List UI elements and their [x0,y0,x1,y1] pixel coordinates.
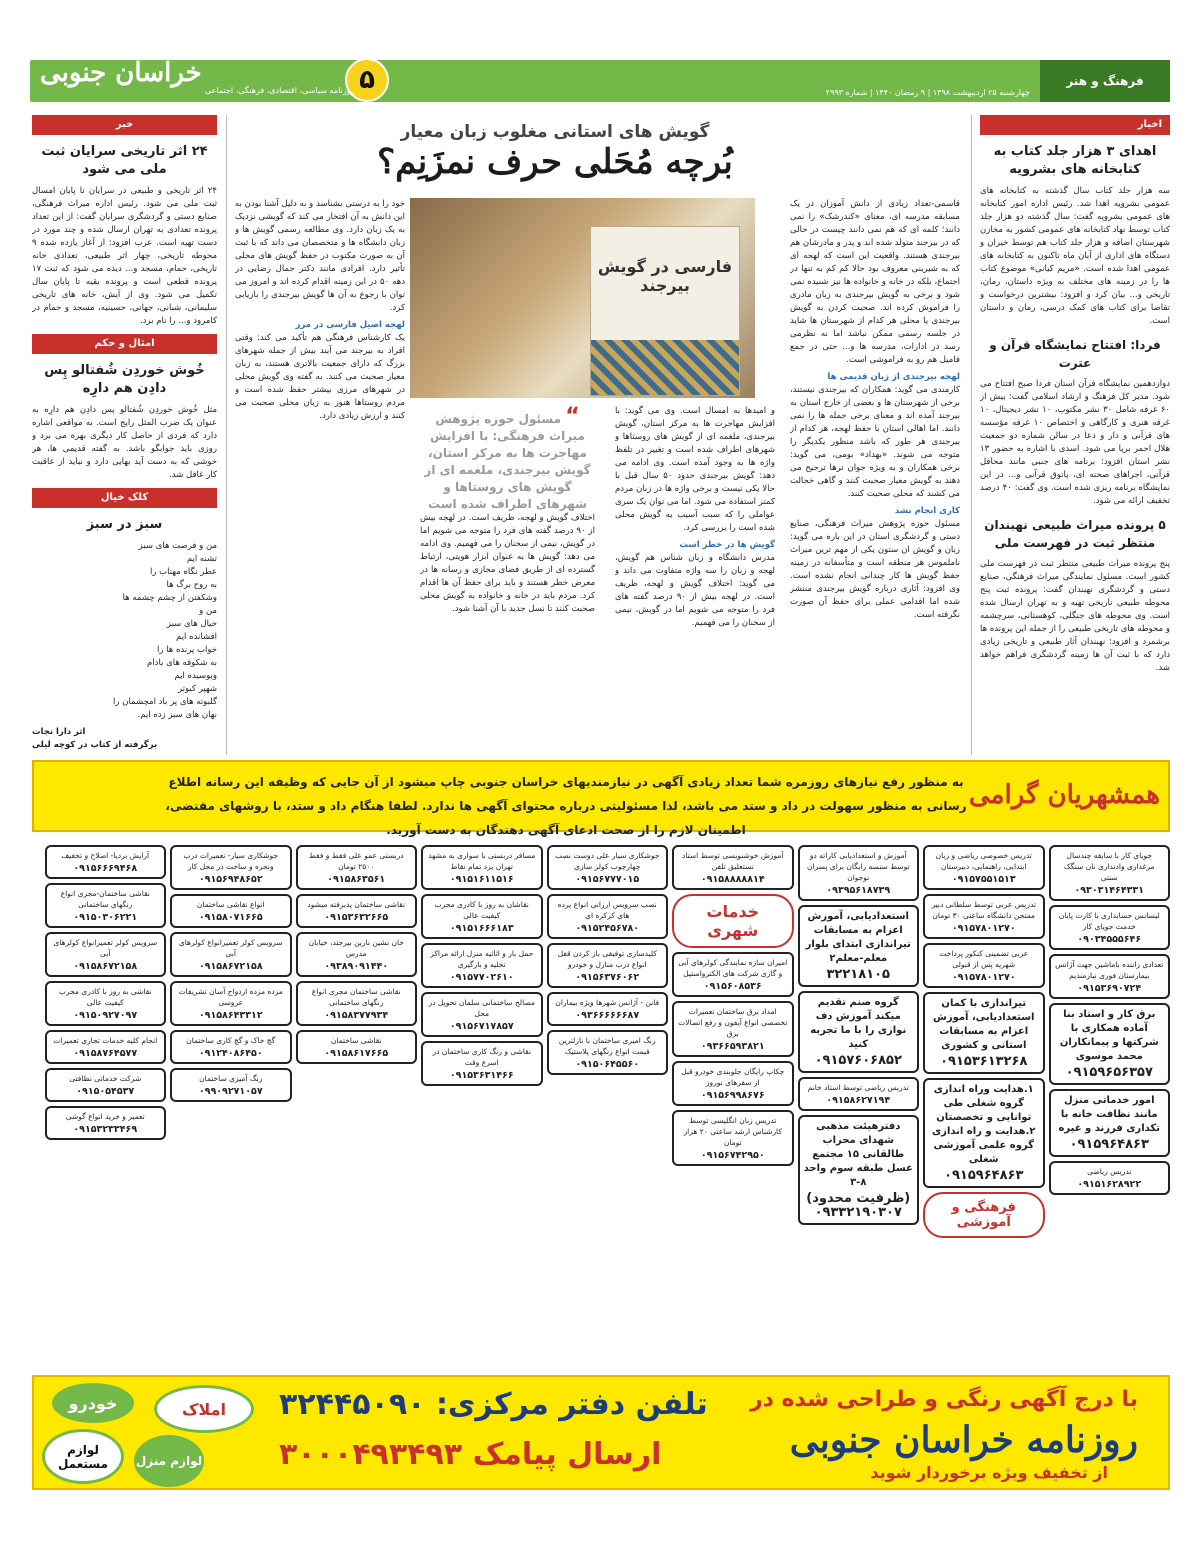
ad-text: مسافر دربستی با سواری به مشهد تهران یزد تمام نقاط [428,851,536,871]
classified-ad [547,943,669,988]
ads-column [170,845,292,1370]
phone-label: تلفن دفتر مرکزی: [435,1387,708,1422]
ad-phone[interactable]: ۰۹۱۵۰۳۰۶۲۲۱ [73,912,138,923]
classified-ad [547,845,669,890]
poem-line: خیال های سبز [166,619,217,629]
classified-ad [170,981,292,1026]
ad-text: دربستی عمو علی فقط و فقط ۲۵۰۰ تومان [308,851,404,871]
article-paragraph: یک کارشناس فرهنگی هم تأکید می کند: وقتی افراد به بیرجند می آیند بیش از جمله شهرهای بزرگ که دارای جمعیت بالاتری هستند، به زبان معیار صحبت می کنند. به گفته وی گویش محلی در شهرهای مرزی بیشتر حفظ شده است و مردم روستاها هنوز به زبان محلی صحبت می کنند و ارزش زیادی دارد. [235,333,405,421]
ad-text: آرایش بردیا- اصلاح و تخفیف [61,851,150,860]
ad-text: تدریس خصوصی ریاضی و زبان ابتدایی، راهنمایی، دبیرستان [935,851,1032,871]
ad-text: تعمیر و خرید انواع گوشی [65,1112,145,1121]
classified-ad [296,981,418,1026]
classified-ad [45,1106,167,1140]
poem-line: وبوسیده ایم [174,671,217,681]
ad-phone[interactable]: ۰۹۱۵۸۳۷۷۹۳۴ [324,1010,389,1021]
article-paragraph: قاسمی-تعداد زیادی از دانش آموزان در یک مسابقه مدرسه ای، معنای «کندرشک» را نمی دانند؛ کلمه ای که هم نمی دانند چیست در حالی که در بیرجند متولد شده اند و پدر و مادرشان هم بیرجندی هستند. واقعیت این است که لهجه ای که به شیرینی معروف بود حالا کم کم به تنها در اجتماع، بلکه در خانه و خانواده ها نیز شنیده نمی شود و برخی به گویش بیرجندی به زبان مادری را فراموش کرده اند. صحبت کردن به گویش بیرجندی یا محلی هر کدام از شهرستان ها شاید در جلسه رسمی ممکن نباشد اما نه نظرمی رسد در ادارات، مدرسه ها و... حتی در جمع فامیل هم رو به فراموشی است. [790,199,960,365]
ad-phone[interactable]: ۰۹۳۶۶۵۹۳۸۲۱ [700,1041,765,1052]
article-column-4 [235,198,405,758]
poem-line: من و فرصت های سبز [138,541,217,551]
classified-ad [170,1030,292,1064]
banner-line-3: از تخفیف ویژه برخوردار شوید [870,1463,1108,1482]
ad-phone[interactable]: ۰۹۱۵۷۸۰۱۲۷۰ [951,923,1016,934]
ad-phone[interactable]: ۰۹۳۰۳۱۴۶۴۳۳۱ [1074,885,1145,896]
notice-box [32,760,1170,837]
classified-ad [923,943,1045,988]
ad-text: استعدادیابی، آموزش اعزام به مسابقات تیراندازی ابتدای بلوار معلم-معلم۲ [805,911,911,964]
news-category: اخبار [980,115,1170,135]
ad-text: جوشکاری سیار علی دوست نصب چهارچوب کولر سازی [555,851,660,871]
ad-phone[interactable]: ۰۹۳۸۹۰۹۱۴۴۰ [324,961,389,972]
poem-lines [32,540,217,722]
ad-text: تدریس عربی توسط سلطانی دبیر ممتحن دانشگاه ساعتی ۳۰ تومان [931,900,1037,920]
ads-column [45,845,167,1370]
classified-ad [672,952,794,997]
sms-value[interactable]: ۳۰۰۰۴۹۳۴۹۳ [279,1437,463,1472]
ad-phone[interactable]: ۰۹۱۵۹۶۵۶۳۵۷ [1065,1065,1153,1080]
office-phone [279,1387,708,1422]
article-subheading: لهجه بیرجندی از زبان قدیمی ها [827,372,960,382]
ad-phone[interactable]: ۰۹۱۵۸۶۷۲۱۵۸ [198,961,263,972]
ad-phone[interactable]: ۰۹۱۵۸۶۷۲۱۵۸ [73,961,138,972]
news-body-left-1: ۲۴ اثر تاریخی و طبیعی در سرایان تا پایان امسال ثبت ملی می شود. رئیس اداره میراث فرهنگی، صنایع دستی و گردشگری سرایان گفت: از این تعداد پرونده تعدادی به تهران ارسال شده و چند مورد در دست تهیه است. عرب افزود: از آغاز یازده شده ۹ محوطه تاریخی، چهار اثر طبیعی، تعدادی خانه تاریخی، حمام، مسجد و... دیده می شود که ثبت ۱۷ پرونده قطعی است و پرونده بقیه تا پایان سال تکمیل می شود. وی از آیش، خانه های تاریخی سلیمانی، شبانی، جهانی، حسینیه، مسجد و حمام در کامرود و... را نام برد. [32,186,217,326]
city-services-label: خدمات شهری [672,894,794,948]
ad-phone[interactable]: ۰۹۳۶۶۶۶۶۶۸۷ [575,1010,640,1021]
classified-ad [45,1030,167,1064]
classified-ad [421,894,543,939]
ad-phone[interactable]: ۰۹۱۵۰۶۴۵۵۶۰ [575,1059,640,1070]
ad-text: رنگ آمیزی ساختمان [199,1074,263,1083]
ad-phone[interactable]: ۰۹۱۵۰۹۲۷۰۹۷ [73,1010,138,1021]
ad-phone[interactable]: ۰۹۱۵۶۷۴۲۹۵۰ [700,1150,765,1161]
ad-phone[interactable]: ۰۹۱۵۳۶۱۳۲۶۸ [940,1054,1028,1069]
ad-text: امور خدماتی منزل مانند نظافت خانه با تکداری فرزند و غیره [1058,1095,1160,1134]
ad-text: نقاشی ساختمان-مجری انواع رنگهای ساختمانی [60,889,150,909]
classified-ad [421,992,543,1037]
article-subheading: کاری انجام نشد [894,506,960,516]
poem-line: تشنه ایم [186,554,217,564]
ad-text: لیسانس حسابداری با کارت پایان خدمت جویای کار [1058,911,1160,931]
news-category: خبر [32,115,217,135]
tagline: روزنامه سیاسی، اقتصادی، فرهنگی، اجتماعی [205,86,355,95]
ad-phone[interactable]: ۰۹۱۵۶۹۹۸۶۷۶ [700,1090,765,1101]
ad-phone[interactable]: ۰۹۱۵۸۷۶۴۵۷۷ [73,1048,138,1059]
ad-phone[interactable]: ۰۹۱۵۱۶۱۱۵۱۶ [449,874,514,885]
ad-text: سرویس کولر تعمیرانواع کولرهای آبی [178,938,283,958]
ad-text: چکاپ رایگان جلوبندی خودرو قبل از سفرهای نوروز [681,1067,785,1087]
ad-phone[interactable]: ۰۹۱۵۸۸۸۸۸۱۴ [700,874,765,885]
dateline: چهارشنبه ۲۵ اردیبهشت ۱۳۹۸ | ۹ رمضان ۱۴۴۰ | شماره ۲۹۹۳ [825,88,1030,97]
article-column-1 [790,198,960,758]
ad-phone[interactable]: ۰۹۱۵۷۵۵۱۵۱۳ [951,874,1016,885]
banner-line-1: با درج آگهی رنگی و طراحی شده در [749,1387,1138,1412]
poem-line: وشکفتن از چشم چشمه ها [122,593,217,603]
poem-title: سبز در سبز [86,517,163,532]
ad-phone[interactable]: ۰۹۱۵۱۶۲۸۹۲۲ [1077,1179,1142,1190]
news-title-left-1: ۲۴ اثر تاریخی سرایان ثبت ملی می شود [41,144,208,177]
classified-ad [296,894,418,928]
ad-text: رنگ امیری ساختمان با نازلترین قیمت انواع رنگهای پلاستیک [558,1036,656,1056]
ad-text: نقاشی به روز با کادری مجرب کیفیت عالی [58,987,152,1007]
ad-text: گروه صنم تقدیم میکند آموزش دف نوازی را با ما تجربه کنید [810,997,907,1050]
phone-number[interactable]: ۳۲۴۴۵۰۹۰ [279,1387,426,1422]
proverb-title: خُوش خوردِن شُفتالو پِس دادِن هم دارِه [44,363,205,396]
proverb-body: مثل خُوش خوردِن شُفتالو پس دادِن هم دارِه به عنوان یک ضرب المثل رایج است. به مواقعی اشاره دارد که فردی از حاصل کار دیگری بهره می برد و روزی باید جوابگو باشد. به گفته قدیمی ها، هر خوشی که به دست آید بهایی دارد و نباید از عاقبت کار غافل شد. [32,405,217,480]
ad-phone[interactable]: ۰۹۱۵۳۶۳۲۶۶۵ [324,912,389,923]
classified-ad [798,845,920,901]
classified-ad [421,845,543,890]
ad-text: تدریس ریاضی توسط استاد خانم [807,1083,909,1092]
page-header [30,60,1170,102]
ad-phone[interactable]: (ظرفیت محدود) ۰۹۳۳۲۱۹۰۳۰۷ [806,1191,911,1220]
news-body-3: پنج پرونده میراث طبیعی منتظر ثبت در فهرست ملی کشور است. مسئول نمایندگی میراث فرهنگی، صنایع دستی و گردشگری نهبندان گفت: پرونده ثبت پنج محوطه طبیعی تاریخی تهیه و به تهران ارسال شده است. وی محوطه های جنگلی، کوهستانی، سرچشمه و محوطه های تاریخی طبیعی را از جمله این پرونده ها برشمرد و افزود: نهبندان آثار طبیعی و تاریخی زیادی دارد که با ثبت آن ها زمینه گردشگری فراهم خواهد شد. [980,559,1170,673]
ad-text: برق کار و استاد بنا آماده همکاری با شرکتها و پیمانکاران محمد موسوی [1059,1009,1159,1062]
ad-text: نقاشی ساختمان [330,1036,382,1045]
news-body-2: دوازدهمین نمایشگاه قرآن استان فردا صبح افتتاح می شود. مدیر کل فرهنگ و ارشاد اسلامی گفت: بیش از ۶۰ غرفه شامل ۳۰ نشر مکتوب، ۱۰ نشر دیجیتال، ۱۰ غرفه هنری و کارگاهی و اختصاص ۱۰ غرفه مؤسسه های قرآنی و دار و دعا در سالن شماره دو جمعیت هلال احمر برپا می شود. اسدی با اشاره به حضور ۱۳ نشر استان افزود: برنامه های جنبی مانند محافل قرآنی، اجراهای صحنه ای، پاتوق قرآنی و... در این نمایشگاه برنامه ریزی شده است. وی گفت: ۴۰ درصد تخفیف ارائه می شود. [980,379,1170,506]
ad-text: گچ خاک و گچ کاری ساختمان [186,1036,276,1045]
news-title-3: ۵ پرونده میراث طبیعی نهبندان منتظر ثبت در فهرست ملی [984,518,1166,550]
ad-text: انواع نقاشی ساختمان [196,900,265,909]
ad-text: جوشکاری سیار- تعمیرات درب ونجره و ساخت در محل کار [183,851,279,871]
quote-mark-icon: “ [565,404,580,429]
ad-phone[interactable]: ۰۹۱۵۹۶۴۸۶۳ [1069,1137,1149,1152]
article-kicker: گویش های استانی مغلوب زبان معیار [400,122,710,142]
classified-ad [1049,1089,1171,1157]
ad-phone[interactable]: ۰۹۱۲۴۰۸۶۴۵۰ [198,1048,263,1059]
poem-line: به شکوفه های بادام [147,658,217,668]
ads-column [798,845,920,1370]
article-paragraph: مدرس دانشگاه و زبان شناس هم گویش، لهجه و زبان را سه واژه متفاوت می داند و می گوید: اختلاف گویش و لهجه، ظریف است. در لهجه بیش از ۹۰ درصد گفته های فرد را متوجه می شویم اما در گویش، نیمی از سخنان را می فهمیم. [615,553,775,628]
classified-ad [170,894,292,928]
bubble-used-goods: لوازم مستعمل [42,1429,124,1484]
classified-ad [798,905,920,987]
ads-column [923,845,1045,1370]
ad-text: تدریس ریاضی [1087,1167,1132,1176]
article-subheading: گویش ها در خطر است [679,540,775,550]
ad-phone[interactable]: ۰۹۱۵۸۶۴۳۳۱۲ [198,1010,263,1021]
news-body-1: سه هزار جلد کتاب سال گذشته به کتابخانه های عمومی بشرویه اهدا شد. رئیس اداره امور کتابخانه های عمومی بشرویه گفت: سال گذشته دو هزار جلد کتاب توسط نهاد کتابخانه های عمومی کشور به مخازن شهرستان اضافه و هزار جلد کتاب هم توسط خیران و دستگاه های اداری از آبان ماه تاکنون به کتابخانه های عمومی اهدا شده است. «مریم کیانی» موضوع کتاب ها را در زمینه های مختلف به ویژه داستان، رمان، تاریخی و... بیان کرد و افزود: بیشترین درخواست و تقاضا برای کتاب های کمک درسی، رمان و داستان است. [980,186,1170,326]
classified-ad [170,1068,292,1102]
ad-phone[interactable]: ۰۹۱۵۹۶۴۸۶۳ [944,1168,1024,1183]
newspaper-logo: خراسان جنوبی [40,58,202,88]
poem-line: شهپر کبوتر [177,684,217,694]
ad-text: نقاشی ساختمان پذیرفته میشود [307,900,406,909]
classified-ad [45,883,167,928]
ad-phone[interactable]: ۰۹۰۳۴۵۵۵۶۴۶ [1077,934,1142,945]
article-paragraph: مسئول حوزه پژوهش میراث فرهنگی، صنایع دستی و گردشگری استان در این باره می گوید: زبان و گویش ان ستون یکی از مهم ترین میراث ناملموس هر منطقه است و متأسفانه در زمینه حفظ گویش ها کار چندانی انجام نشده است. وی افزود: آثاری درباره گویش بیرجندی منتشر شده اما اقدامی عملی برای حفظ آن صورت نگرفته است. [790,519,960,620]
pull-quote-text: مسئول حوزه پژوهش میراث فرهنگی: با افزایش مهاجرت ها به مرکز استان، گویش بیرجندی، ملغمه ای از گویش های روستاها و شهرهای اطراف شده است [424,412,591,511]
poem-line: گلبوته های پر باد امچشمان را [113,697,217,707]
classified-ad [45,845,167,879]
ad-phone[interactable]: ۰۹۱۵۸۶۳۵۶۱ [327,874,386,885]
poem-line: خواب پرنده ها را [157,645,217,655]
ad-text: مزده مزده ازدواج آسان تشریفات عروسی [178,987,283,1007]
ad-phone[interactable]: ۰۹۹۰۹۲۷۱۰۵۷ [198,1086,263,1097]
ad-text: ۱.هدایت وراه اندازی گروه شغلی طی توانایی و تخصصتان ۲.هدایت و راه اندازی گروه علمی آموزشی شغلی [932,1084,1036,1165]
ad-text: شرکت خدماتی نظافتی [69,1074,142,1083]
classified-ad [547,992,669,1026]
classified-ad [923,894,1045,939]
section-label: فرهنگ و هنر [1040,60,1170,102]
ad-phone[interactable]: ۰۹۳۹۵۶۱۸۷۳۹ [826,885,891,896]
classified-ad [1049,905,1171,950]
article-paragraph: کارمندی می گوید: همکاران که بیرجندی نیستند، برخی از شهرستان ها و بعضی از خارج استان به بیرجند آمده اند و معنای برخی جمله ها را نمی دانند. اما اهالی استان با حفظ لهجه، هر کدام از بیرجندی هر طور که باشد منظور یکدیگر را متوجه می شوند. «بهداد» بومی، می گوید: برخی همکاران و به ویژه جوان ترها ترجیح می دهند به گویش معیار صحبت کنند و گاهی خجالت می کشند که محلی صحبت کنند. [790,385,960,499]
article-paragraph: خود را به درستی بشناسد و به دلیل آشنا بودن به این دانش به آن افتخار می کند که گویشی نزدیک به یک زبان دارد. وی مطالعه رسمی گویش ها و زبان دانشگاه ها و متخصصان می داند که با ثبت آن به صورت مکتوب در حفظ گویش های محلی تأثیر دارد. افرادی مانند دکتر جمال رضایی در دهه ۵۰ در این زمینه اقدام کرده اند و امروز می توان با رجوع به آن ها گویش بیرجندی را بازیابی کرد. [235,199,405,313]
classified-ad [296,932,418,977]
sms-label: ارسال پیامک [472,1437,662,1472]
ads-column [672,845,794,1370]
ad-phone[interactable]: ۰۹۱۵۷۷۰۲۶۱۰ [449,972,514,983]
ad-phone[interactable]: ۰۹۱۵۱۶۶۶۱۸۳ [449,923,514,934]
ad-text: امیران سازه نمایندگی کولرهای آبی و گازی شرکت های الکترواستیل [678,958,788,978]
classified-ad [923,845,1045,890]
ad-phone[interactable]: ۰۹۱۵۶۰۸۵۳۶ [703,981,762,992]
ad-text: کلیدسازی توفیقی باز کردن قفل انواع درب منازل و خودرو [557,949,657,969]
ad-text: تعدادی راننده باماشین جهت آژانس بیمارستان فوری نیازمندیم [1055,960,1164,980]
article-column-2 [615,405,775,755]
classified-ad [547,894,669,939]
ad-text: تدریس زبان انگلیسی توسط کارشناس ارشد ساعتی ۲۰ هزار تومان [683,1116,782,1147]
ad-text: انجام کلیه خدمات تجاری تعمیرات [53,1036,158,1045]
notice-text: به منظور رفع نیازهای روزمره شما تعداد زیادی آگهی در نیازمندیهای خراسان جنوبی چاپ میشود از آن جایی که وظیفه این رسانه اطلاع رسانی به منظور سهولت در داد و ستد می باشد، لذا مسئولیتی درباره محتوای آگهی ها ندارد. لطفا هنگام داد و ستد، با روشهای مقتضی، اطمینان لازم را از صحت ادعای آگهی دهندگان به دست آورید. [165,775,967,837]
classified-ad [547,1030,669,1075]
classified-ad [672,1001,794,1057]
ad-text: مصالح ساختمانی سلمان تحویل در محل [428,998,535,1018]
article-paragraph: و امیدها به امسال است. وی می گوید: با افزایش مهاجرت ها به مرکز استان، گویش بیرجندی، ملغمه ای از گویش های روستاها و شهرهای اطراف شده است و تغییر در تلفظ واژه ها به وجود آمده است. وی ادامه می دهد: گویش بیرجندی حدود ۵۰ سال قبل با حالا یکی نیست و برخی واژه ها در زبان مردم کمتر استفاده می شود. اما می توان یک سری عواملی را که سبب آسیب به گویش محلی شده است را بررسی کرد. [615,406,775,533]
classified-ad [296,845,418,890]
poem-author: اثر دارا نجات [32,727,86,737]
poem-source: برگرفته از کتاب در کوچه لیلی [32,740,158,750]
ad-text: آموزش خوشنویسی توسط استاد نستعلیق تلفن [682,851,784,871]
classified-ad [923,992,1045,1074]
proverbs-category: امثال و حکم [32,334,217,354]
classified-ad [923,1078,1045,1188]
classified-ads [32,845,1170,1370]
article-photo [410,198,755,398]
ad-text: نصب سرویس ارزانی انواع پرده های کرکره ای [557,900,657,920]
culture-education-label: فرهنگی و آموزشی [923,1192,1045,1238]
ad-phone[interactable]: ۰۹۱۵۶۶۶۹۴۶۸ [73,863,138,874]
ad-text: امداد برق ساختمان تعمیرات تخصصی انواع آیفون و رفع اتصالات برق [678,1007,788,1038]
ad-phone[interactable]: ۰۹۱۵۸۶۱۷۶۶۵ [324,1048,389,1059]
sms-number [279,1437,661,1472]
ad-text: نقاشی و رنگ کاری ساختمان در اسرع وقت [432,1047,532,1067]
ad-text: عربی تضمینی کنکور پرداخت شهریه پس از قبولی [939,949,1029,969]
ad-text: نقاشی ساختمان مجری انواع رنگهای ساختمانی [311,987,401,1007]
classified-ad [296,1030,418,1064]
classified-ad [45,932,167,977]
poem-line: عطر نگاه مهتاب را [149,567,217,577]
ads-column [547,845,669,1370]
left-column [32,115,217,755]
ads-column [421,845,543,1370]
classified-ad [1049,845,1171,901]
ad-text: تیراندازی با کمان استعدادیابی، آموزش اعزام به مسابقات استانی و کشوری [933,998,1035,1051]
ad-text: خان نشین نارین بیرجند، خیابان مدرس [308,938,404,958]
notice-title: همشهریان گرامی [968,780,1160,810]
classified-ad [672,1061,794,1106]
classified-ad [45,981,167,1026]
ad-text: آموزش و استعدادیابی کاراته دو توسط سنسه رایگان برای پسران نوجوان [806,851,910,882]
classified-ad [798,1115,920,1225]
pull-quote [420,404,595,513]
bubble-realestate: املاک [154,1385,254,1433]
ad-phone[interactable]: ۳۲۲۱۸۱۰۵ [826,967,890,982]
poem-line: به روح برگ ها [166,580,217,590]
classified-ad [798,1077,920,1111]
bubble-car: خودرو [52,1383,134,1423]
classified-ad [1049,954,1171,999]
book-title: فارسی در گویش بیرجند [597,257,733,295]
ad-phone[interactable]: ۰۹۱۵۷۶۰۶۸۵۲ [814,1053,902,1068]
ad-phone[interactable]: ۰۹۱۵۰۵۴۵۳۷ [76,1086,135,1097]
ad-phone[interactable]: ۰۹۱۵۷۸۰۱۲۷۰ [951,972,1016,983]
poem-category: کلک خیال [32,488,217,508]
ad-phone[interactable]: ۰۹۱۵۳۲۳۳۴۶۹ [73,1124,138,1135]
article-title: بُرچه مُحَلی حرف نمزَنِم؟ [377,142,733,182]
book-pattern [591,340,739,395]
ad-phone[interactable]: ۰۹۱۵۳۶۹۰۷۲۴ [1077,983,1142,994]
article-subheading: لهجه اصیل فارسی در مرز [295,320,405,330]
ad-text: نقاشان به روز با کادری مجرب کیفیت عالی [434,900,529,920]
ad-phone[interactable]: ۰۹۱۵۶۹۴۸۶۵۲ [198,874,263,885]
ads-column [1049,845,1171,1370]
ad-phone[interactable]: ۰۹۱۵۸۶۲۷۱۹۴ [826,1095,891,1106]
article-paragraph: اختلاف گویش و لهجه، ظریف است. در لهجه بیش از ۹۰ درصد گفته های فرد را متوجه می شویم اما در گویش، نیمی از سخنان را می فهمیم. وی ادامه می دهد: گویش ها به عنوان ابزار هویتی، ارتباط گسترده ای از طریق فضای مجازی و رسانه ها در معرض خطر هستند و باید برای حفظ آن ها اقدام کرد. مردم باید در خانه و خانواده به گویش محلی صحبت کنند تا نسل جدید با آن آشنا شود. [420,513,595,614]
poem-line: من و [199,606,217,616]
news-title-1: اهدای ۳ هزار جلد کتاب به کتابخانه های بشرویه [993,144,1157,177]
classified-ad [672,845,794,890]
classified-ad [1049,1003,1171,1085]
ad-text: فانن - آژانس شهرها ویژه بیماران [555,998,660,1007]
column-divider [226,115,227,755]
ad-phone[interactable]: ۰۹۱۵۲۴۵۶۷۸۰ [575,923,640,934]
ad-phone[interactable]: ۰۹۱۵۶۳۷۶۰۶۲ [575,972,640,983]
classified-ad [798,991,920,1073]
bubble-home-goods: لوازم منزل [134,1435,204,1487]
classified-ad [170,932,292,977]
bottom-banner [32,1375,1170,1490]
ad-phone[interactable]: ۰۹۱۵۶۷۷۷۰۱۵ [575,874,640,885]
ad-phone[interactable]: ۰۹۱۵۸۰۷۱۶۶۵ [198,912,263,923]
ad-text: جویای کار با سابقه چندسال مرغداری وادنداری نان سنگک سنتی [1063,851,1155,882]
banner-line-2: روزنامه خراسان جنوبی [789,1419,1138,1461]
classified-ad [421,1041,543,1086]
classified-ad [45,1068,167,1102]
article-column-3 [420,512,595,757]
classified-ad [170,845,292,890]
classified-ad [1049,1161,1171,1195]
news-title-2: فردا: افتتاح نمایشگاه قرآن و عترت [989,338,1161,370]
poem-line: افشانده ایم [176,632,217,642]
column-divider [971,115,972,755]
poem-line: نهان های سبز زده ایم. [137,710,217,720]
right-column [980,115,1170,755]
ad-text: دفترهیئت مذهبی شهدای محراب طالقانی ۱۵ مجتمع عسل طبقه سوم واحد ۸-۳ [803,1121,913,1188]
ad-phone[interactable]: ۰۹۱۵۶۷۱۷۸۵۷ [449,1021,514,1032]
ad-text: حمل بار و اثاثیه منزل ارائه مراکز تخلیه و بارگیری [430,949,534,969]
classified-ad [421,943,543,988]
page-number: ۵ [345,58,389,102]
classified-ad [672,1110,794,1166]
ads-column [296,845,418,1370]
book-image [590,226,740,396]
ad-text: سرویس کولر تعمیرانواع کولرهای آبی [53,938,158,958]
ad-phone[interactable]: ۰۹۱۵۳۶۳۱۴۶۶ [449,1070,514,1081]
